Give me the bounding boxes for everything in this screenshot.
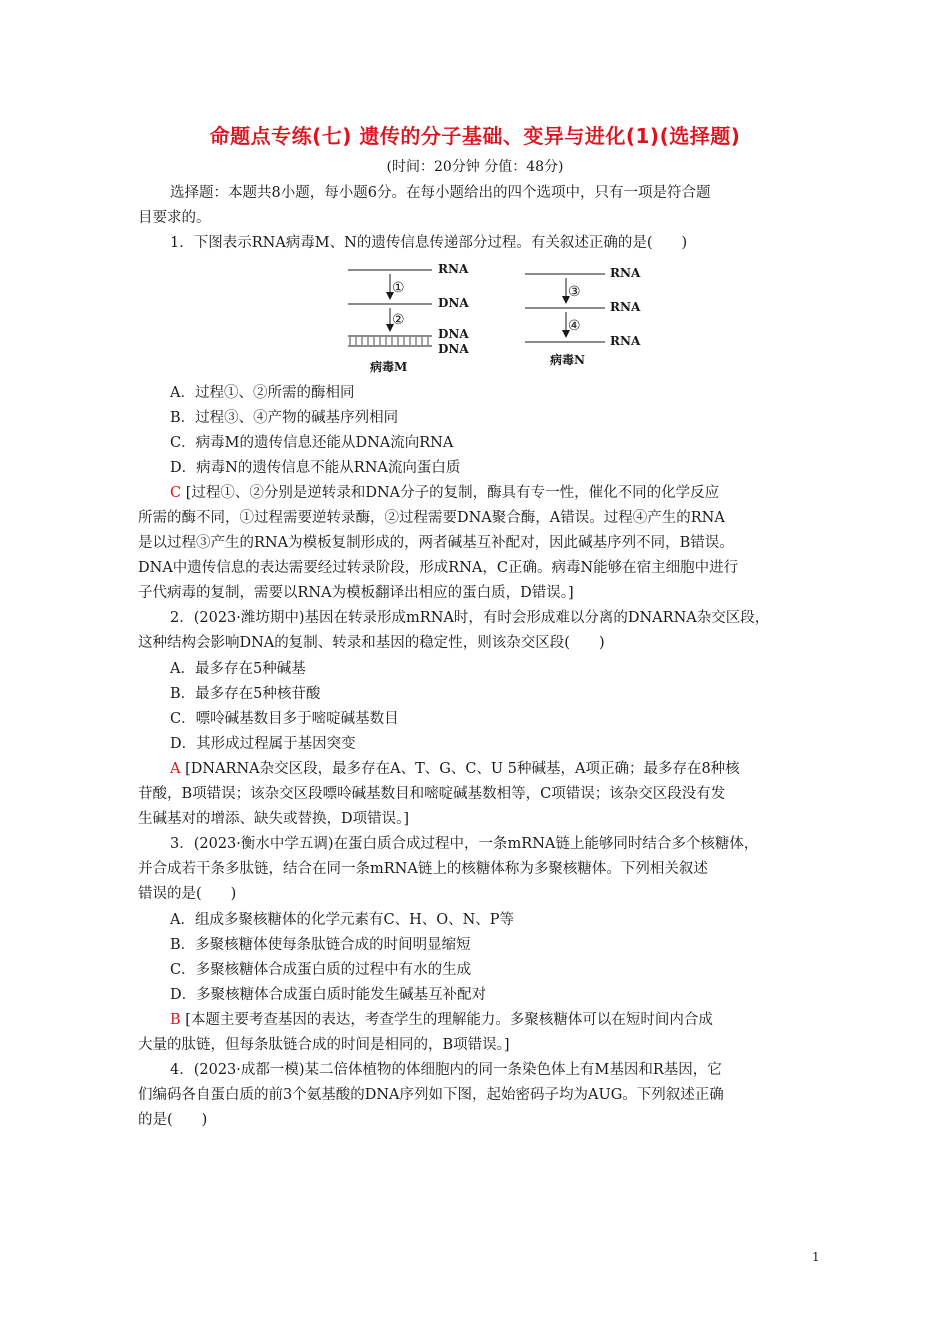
page-title: 命题点专练(七) 遗传的分子基础、变异与进化(1)(选择题): [209, 124, 741, 148]
q3-answer-letter: B: [170, 1012, 181, 1028]
q1-option: C．病毒M的遗传信息还能从DNA流向RNA: [170, 435, 454, 451]
q2-stem: 2．(2023·潍坊期中)基因在转录形成mRNA时，有时会形成难以分离的DNARNA杂交区段，: [170, 610, 770, 626]
q3-stem: 3．(2023·衡水中学五调)在蛋白质合成过程中，一条mRNA链上能够同时结合多个核糖体，: [170, 836, 759, 852]
q3-stem: 错误的是( ): [138, 886, 237, 902]
q3-answer-line: B [本题主要考查基因的表达，考查学生的理解能力。多聚核糖体可以在短时间内合成: [170, 1012, 713, 1028]
viral-flow-diagram: [340, 260, 660, 380]
q3-option: A．组成多聚核糖体的化学元素有C、H、O、N、P等: [170, 912, 515, 928]
q1-option: B．过程③、④产物的碱基序列相同: [170, 410, 399, 426]
q2-option: C．嘌呤碱基数目多于嘧啶碱基数目: [170, 711, 399, 727]
n-rna-label: RNA: [610, 266, 641, 280]
q2-option: D．其形成过程属于基因突变: [170, 736, 356, 752]
n-rna-label: RNA: [610, 300, 641, 314]
q4-stem: 4．(2023·成都一模)某二倍体植物的体细胞内的同一条染色体上有M基因和R基因，它: [170, 1062, 722, 1078]
q1-answer-line: C [过程①、②分别是逆转录和DNA分子的复制，酶具有专一性，催化不同的化学反应: [170, 485, 720, 501]
m-dna-label: DNA: [438, 296, 469, 310]
q4-stem: 的是( ): [138, 1112, 208, 1128]
m-dna-label: DNA: [438, 342, 469, 356]
step-1-label: ①: [392, 280, 405, 296]
step-3-label: ③: [568, 284, 581, 300]
q2-option: A．最多存在5种碱基: [170, 661, 306, 677]
intro-line: 目要求的。: [138, 210, 211, 226]
q2-stem: 这种结构会影响DNA的复制、转录和基因的稳定性，则该杂交区段( ): [138, 635, 605, 651]
q3-option: D．多聚核糖体合成蛋白质时能发生碱基互补配对: [170, 987, 487, 1003]
virus-n-label: 病毒N: [550, 353, 585, 367]
q2-answer-line: A [DNARNA杂交区段，最多存在A、T、G、C、U 5种碱基，A项正确；最多存在8种核: [170, 761, 740, 777]
q2-answer-line: 生碱基对的增添、缺失或替换，D项错误。]: [138, 811, 410, 827]
q3-answer-line: 大量的肽链，但每条肽链合成的时间是相同的，B项错误。]: [138, 1037, 510, 1053]
m-dna-label: DNA: [438, 327, 469, 341]
virus-m-label: 病毒M: [370, 360, 408, 374]
step-2-label: ②: [392, 312, 405, 328]
base-pair-ticks: [350, 337, 428, 345]
m-rna-label: RNA: [438, 262, 469, 276]
n-rna-label: RNA: [610, 334, 641, 348]
q2-answer-letter: A: [170, 761, 181, 777]
page-number: 1: [812, 1250, 820, 1264]
q3-option: B．多聚核糖体使每条肽链合成的时间明显缩短: [170, 937, 471, 953]
q1-answer-line: 子代病毒的复制，需要以RNA为模板翻译出相应的蛋白质，D错误。]: [138, 585, 574, 601]
q1-stem: 1．下图表示RNA病毒M、N的遗传信息传递部分过程。有关叙述正确的是( ): [170, 235, 688, 251]
q1-answer-line: 所需的酶不同，①过程需要逆转录酶，②过程需要DNA聚合酶，A错误。过程④产生的RNA: [138, 510, 725, 526]
q3-stem: 并合成若干条多肽链，结合在同一条mRNA链上的核糖体称为多聚核糖体。下列相关叙述: [138, 861, 708, 877]
q2-answer-line: 苷酸，B项错误；该杂交区段嘌呤碱基数目和嘧啶碱基数相等，C项错误；该杂交区段没有发: [138, 786, 726, 802]
q1-answer-letter: C: [170, 485, 182, 501]
q3-option: C．多聚核糖体合成蛋白质的过程中有水的生成: [170, 962, 472, 978]
q4-stem: 们编码各自蛋白质的前3个氨基酸的DNA序列如下图，起始密码子均为AUG。下列叙述正确: [138, 1087, 724, 1103]
q1-figure: [340, 260, 660, 380]
q1-option: A．过程①、②所需的酶相同: [170, 385, 355, 401]
q1-answer-line: 是以过程③产生的RNA为模板复制形成的，两者碱基互补配对，因此碱基序列不同，B错误。: [138, 535, 734, 551]
q1-option: D．病毒N的遗传信息不能从RNA流向蛋白质: [170, 460, 461, 476]
intro-line: 选择题：本题共8小题，每小题6分。在每小题给出的四个选项中，只有一项是符合题: [170, 185, 711, 201]
page-subtitle: (时间：20分钟 分值：48分): [386, 159, 564, 175]
q2-option: B．最多存在5种核苷酸: [170, 686, 321, 702]
step-4-label: ④: [568, 318, 581, 334]
q1-answer-line: DNA中遗传信息的表达需要经过转录阶段，形成RNA，C正确。病毒N能够在宿主细胞中进行: [138, 560, 739, 576]
